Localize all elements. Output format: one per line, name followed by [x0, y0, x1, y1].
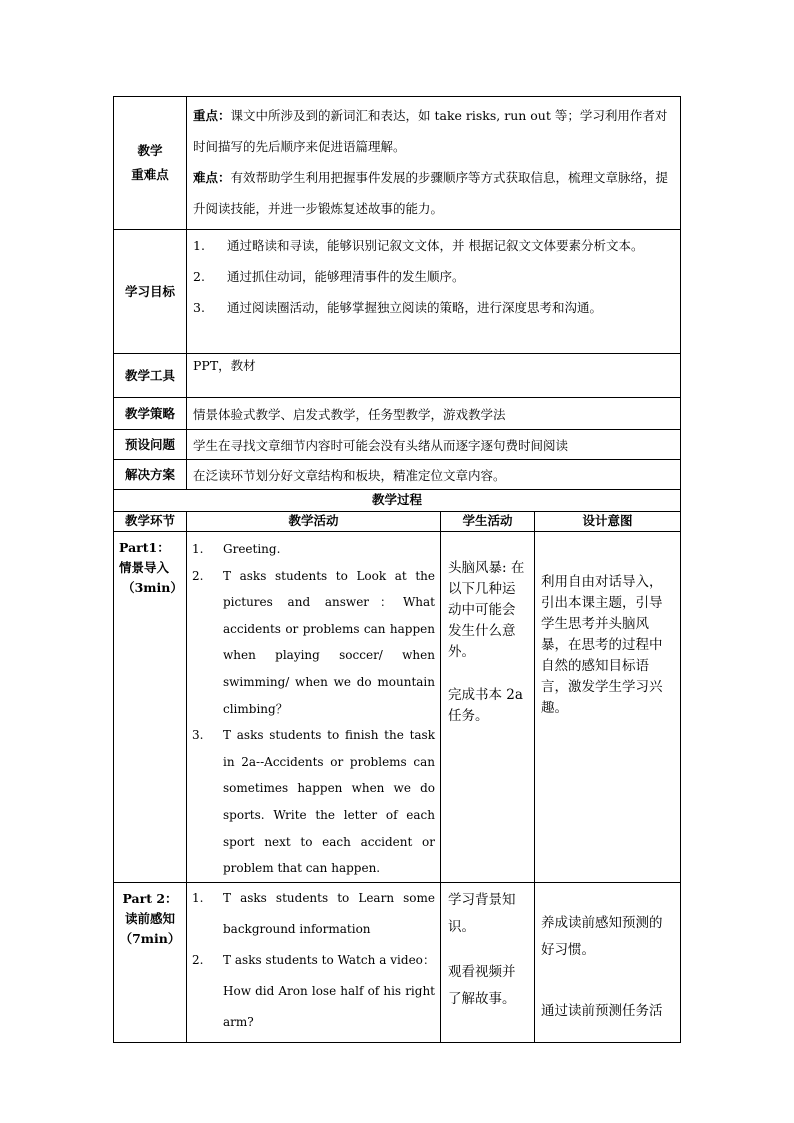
row-process-headers — [114, 512, 681, 532]
list-item — [192, 883, 435, 945]
label-objectives: 学习目标 — [114, 230, 187, 354]
process-title: 教学过程 — [114, 490, 681, 512]
stage-part2 — [114, 882, 187, 1042]
list-number: 1. — [192, 890, 204, 905]
list-text: 通过略读和寻读，能够识别记叙文文体，并 根据记叙文文体要素分析文本。 — [227, 238, 644, 253]
label-tools: 教学工具 — [114, 354, 187, 398]
tools-text: PPT，教材 — [187, 354, 681, 398]
strategy-text: 情景体验式教学、启发式教学，任务型教学，游戏教学法 — [187, 398, 681, 430]
activity-list — [192, 883, 435, 1038]
solutions-text: 在泛读环节划分好文章结构和板块，精准定位文章内容。 — [187, 460, 681, 490]
stage-name: 读前感知 — [124, 910, 175, 926]
header-design-intent: 设计意图 — [535, 512, 681, 532]
student-activity-part2 — [441, 882, 535, 1042]
label-problems: 预设问题 — [114, 430, 187, 460]
header-student-activity: 学生活动 — [441, 512, 535, 532]
student-activity-text: 观看视频并了解故事。 — [448, 963, 516, 1007]
student-activity-text: 学习背景知识。 — [448, 891, 516, 935]
list-number: 2. — [193, 269, 205, 284]
design-intent-part1 — [535, 532, 681, 883]
row-strategy — [114, 398, 681, 430]
list-number: 3. — [193, 300, 205, 315]
activity-list — [192, 536, 435, 882]
key-point-text: 课文中所涉及到的新词汇和表达，如 take risks, run out 等；学习利用作者对时间描写的先后顺序来促进语篇理解。 — [193, 108, 668, 154]
row-tools — [114, 354, 681, 398]
stage-duration: （3min） — [122, 580, 183, 595]
problems-text: 学生在寻找文章细节内容时可能会没有头绪从而逐字逐句费时间阅读 — [187, 430, 681, 460]
list-text: 通过阅读圈活动，能够掌握独立阅读的策略，进行深度思考和沟通。 — [227, 300, 603, 315]
label-line: 教学 — [137, 143, 163, 158]
header-stage: 教学环节 — [114, 512, 187, 532]
list-item — [193, 292, 674, 323]
student-activity-part1 — [441, 532, 535, 883]
label-solutions: 解决方案 — [114, 460, 187, 490]
list-number: 1. — [192, 542, 204, 556]
difficult-point-text: 有效帮助学生利用把握事件发展的步骤顺序等方式获取信息，梳理文章脉络，提升阅读技能，并进一步锻炼复述故事的能力。 — [193, 170, 669, 216]
list-number: 2. — [192, 568, 204, 583]
row-part2 — [114, 882, 681, 1042]
stage-part1 — [114, 532, 187, 883]
design-intent-text: 养成读前感知预测的好习惯。 — [541, 914, 663, 958]
teacher-activity-part1 — [187, 532, 441, 883]
list-text: Greeting. — [223, 542, 281, 556]
difficult-point-tag: 难点： — [193, 170, 231, 185]
row-solutions — [114, 460, 681, 490]
list-item — [192, 563, 435, 723]
student-activity-text: 完成书本 2a 任务。 — [448, 687, 523, 724]
row-part1 — [114, 532, 681, 883]
design-intent-text: 通过读前预测任务活 — [541, 1002, 663, 1019]
design-intent-text: 利用自由对话导入，引出本课主题，引导学生思考并头脑风暴，在思考的过程中自然的感知目标语言，激发学生学习兴趣。 — [541, 574, 663, 716]
difficult-point-paragraph — [193, 162, 674, 224]
student-activity-text: 头脑风暴: 在以下几种运动中可能会发生什么意外。 — [448, 560, 525, 660]
label-strategy: 教学策略 — [114, 398, 187, 430]
stage-duration: （7min） — [119, 930, 181, 946]
list-number: 1. — [193, 238, 205, 253]
list-number: 2. — [192, 952, 204, 967]
stage-title: Part1： — [119, 540, 170, 555]
list-item — [193, 230, 674, 261]
row-key-difficult-points — [114, 97, 681, 230]
row-problems — [114, 430, 681, 460]
label-line: 重难点 — [131, 167, 169, 182]
stage-name: 情景导入 — [119, 560, 170, 575]
key-point-paragraph — [193, 100, 674, 162]
objectives-list — [193, 230, 674, 323]
list-text: T asks students to Watch a video：How did Aron lose half of his right arm? — [223, 952, 435, 1029]
list-item — [192, 722, 435, 882]
lesson-plan-table — [113, 96, 681, 1043]
key-points-content — [187, 97, 681, 230]
spacer — [448, 663, 528, 685]
list-text: T asks students to Learn some background information — [223, 890, 435, 936]
list-item — [193, 261, 674, 292]
list-text: 通过抓住动词，能够理清事件的发生顺序。 — [227, 269, 465, 284]
objectives-content — [187, 230, 681, 354]
header-teacher-activity: 教学活动 — [187, 512, 441, 532]
list-text: T asks students to finish the task in 2a--Accidents or problems can sometimes happen when we do sports. Write the letter of each sport next to each accident or problem that can happen. — [223, 728, 435, 876]
list-number: 3. — [192, 728, 204, 743]
spacer — [448, 941, 528, 959]
row-objectives — [114, 230, 681, 354]
row-process-title — [114, 490, 681, 512]
stage-title: Part 2： — [122, 890, 178, 906]
label-key-points — [114, 97, 187, 230]
lesson-plan-page — [113, 96, 680, 1043]
design-intent-part2 — [535, 882, 681, 1042]
spacer — [541, 964, 675, 998]
key-point-tag: 重点： — [193, 108, 231, 123]
list-text: T asks students to Look at the pictures and answer：What accidents or problems can happen when playing soccer/ when swimming/ when we do mountain climbing？ — [223, 568, 435, 716]
list-item — [192, 945, 435, 1038]
teacher-activity-part2 — [187, 882, 441, 1042]
list-item — [192, 536, 435, 563]
